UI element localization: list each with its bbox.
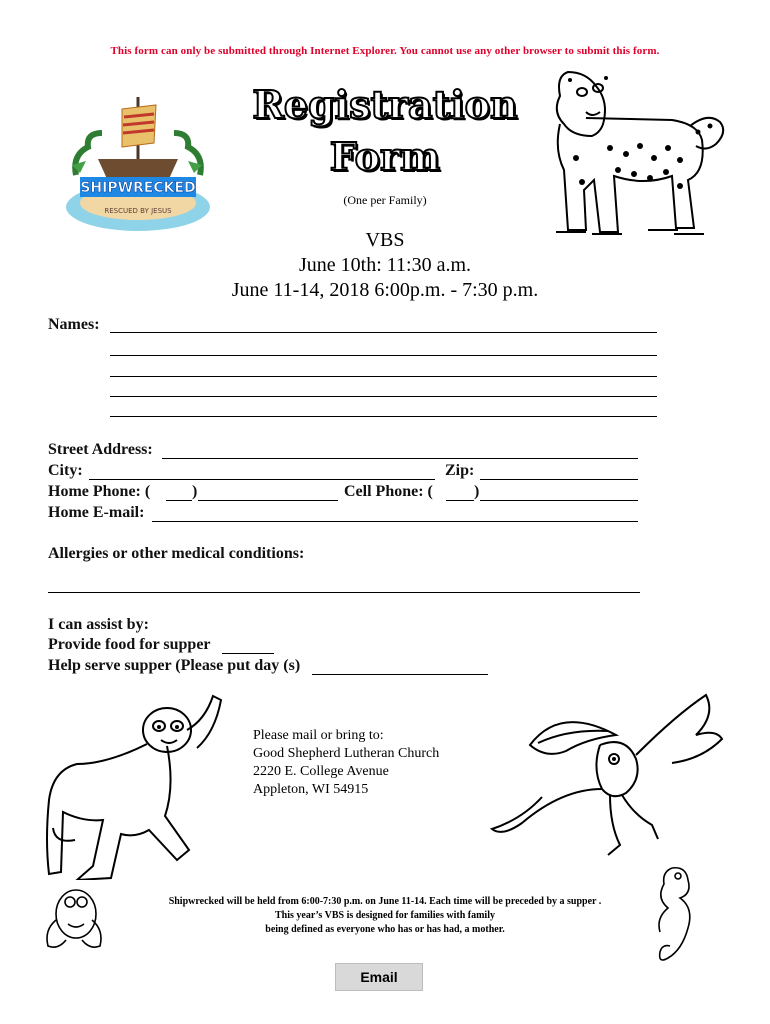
assist-heading: I can assist by: xyxy=(48,616,149,633)
mail-line-4: Appleton, WI 54915 xyxy=(253,782,369,797)
logo-text: SHIPWRECKED xyxy=(80,180,196,196)
shipwrecked-logo xyxy=(62,95,214,235)
home-phone-label: Home Phone: ( xyxy=(48,483,151,500)
allergies-label: Allergies or other medical conditions: xyxy=(48,545,305,562)
cell-phone-area-line[interactable] xyxy=(446,500,474,501)
footer-note xyxy=(0,895,770,937)
names-line-5[interactable] xyxy=(110,416,657,417)
cell-phone-line[interactable] xyxy=(480,500,638,501)
home-email-line[interactable] xyxy=(152,521,638,522)
zip-label: Zip: xyxy=(445,462,475,479)
footer-line-2: This year’s VBS is designed for families with family xyxy=(274,910,495,921)
names-line-4[interactable] xyxy=(110,396,657,397)
toucan-illustration xyxy=(490,685,730,860)
sloth-illustration xyxy=(35,690,235,880)
mail-line-3: 2220 E. College Avenue xyxy=(253,764,389,779)
street-label: Street Address: xyxy=(48,441,153,458)
names-line-2[interactable] xyxy=(110,355,657,356)
jaguar-illustration xyxy=(530,62,730,252)
assist-serve-label: Help serve supper (Please put day (s) xyxy=(48,657,301,674)
browser-notice: This form can only be submitted through Internet Explorer. You cannot use any other browser to submit this form. xyxy=(110,45,660,57)
home-phone-line[interactable] xyxy=(198,500,338,501)
event-name: VBS xyxy=(365,229,405,251)
form-title-line1: Registration xyxy=(252,82,518,127)
home-email-label: Home E-mail: xyxy=(48,504,145,521)
logo-tagline: RESCUED BY JESUS xyxy=(104,207,172,215)
city-line[interactable] xyxy=(89,479,435,480)
form-title-line2: Form xyxy=(329,134,441,179)
mailing-address xyxy=(253,727,439,799)
assist-food-line[interactable] xyxy=(222,653,274,654)
home-phone-close: ) xyxy=(192,483,198,500)
city-label: City: xyxy=(48,462,83,479)
assist-food-label: Provide food for supper xyxy=(48,636,211,653)
email-button[interactable]: Email xyxy=(335,963,423,991)
form-subtitle: (One per Family) xyxy=(343,193,427,207)
home-phone-area-line[interactable] xyxy=(166,500,192,501)
assist-serve-line[interactable] xyxy=(312,674,488,675)
names-line-1[interactable] xyxy=(110,332,657,333)
names-line-3[interactable] xyxy=(110,376,657,377)
mail-line-2: Good Shepherd Lutheran Church xyxy=(253,746,440,761)
cell-phone-close: ) xyxy=(474,483,480,500)
names-label: Names: xyxy=(48,316,100,333)
street-line[interactable] xyxy=(162,458,638,459)
zip-line[interactable] xyxy=(480,479,638,480)
cell-phone-label: Cell Phone: ( xyxy=(344,483,433,500)
footer-line-1: Shipwrecked will be held from 6:00-7:30 p.m. on June 11-14. Each time will be preceded by a supper . xyxy=(168,896,602,907)
allergies-line[interactable] xyxy=(48,592,640,593)
mail-line-1: Please mail or bring to: xyxy=(253,728,384,743)
event-date-2: June 11-14, 2018 6:00p.m. - 7:30 p.m. xyxy=(231,279,539,301)
event-date-1: June 10th: 11:30 a.m. xyxy=(298,254,472,276)
footer-line-3: being defined as everyone who has or has had, a mother. xyxy=(265,924,505,935)
